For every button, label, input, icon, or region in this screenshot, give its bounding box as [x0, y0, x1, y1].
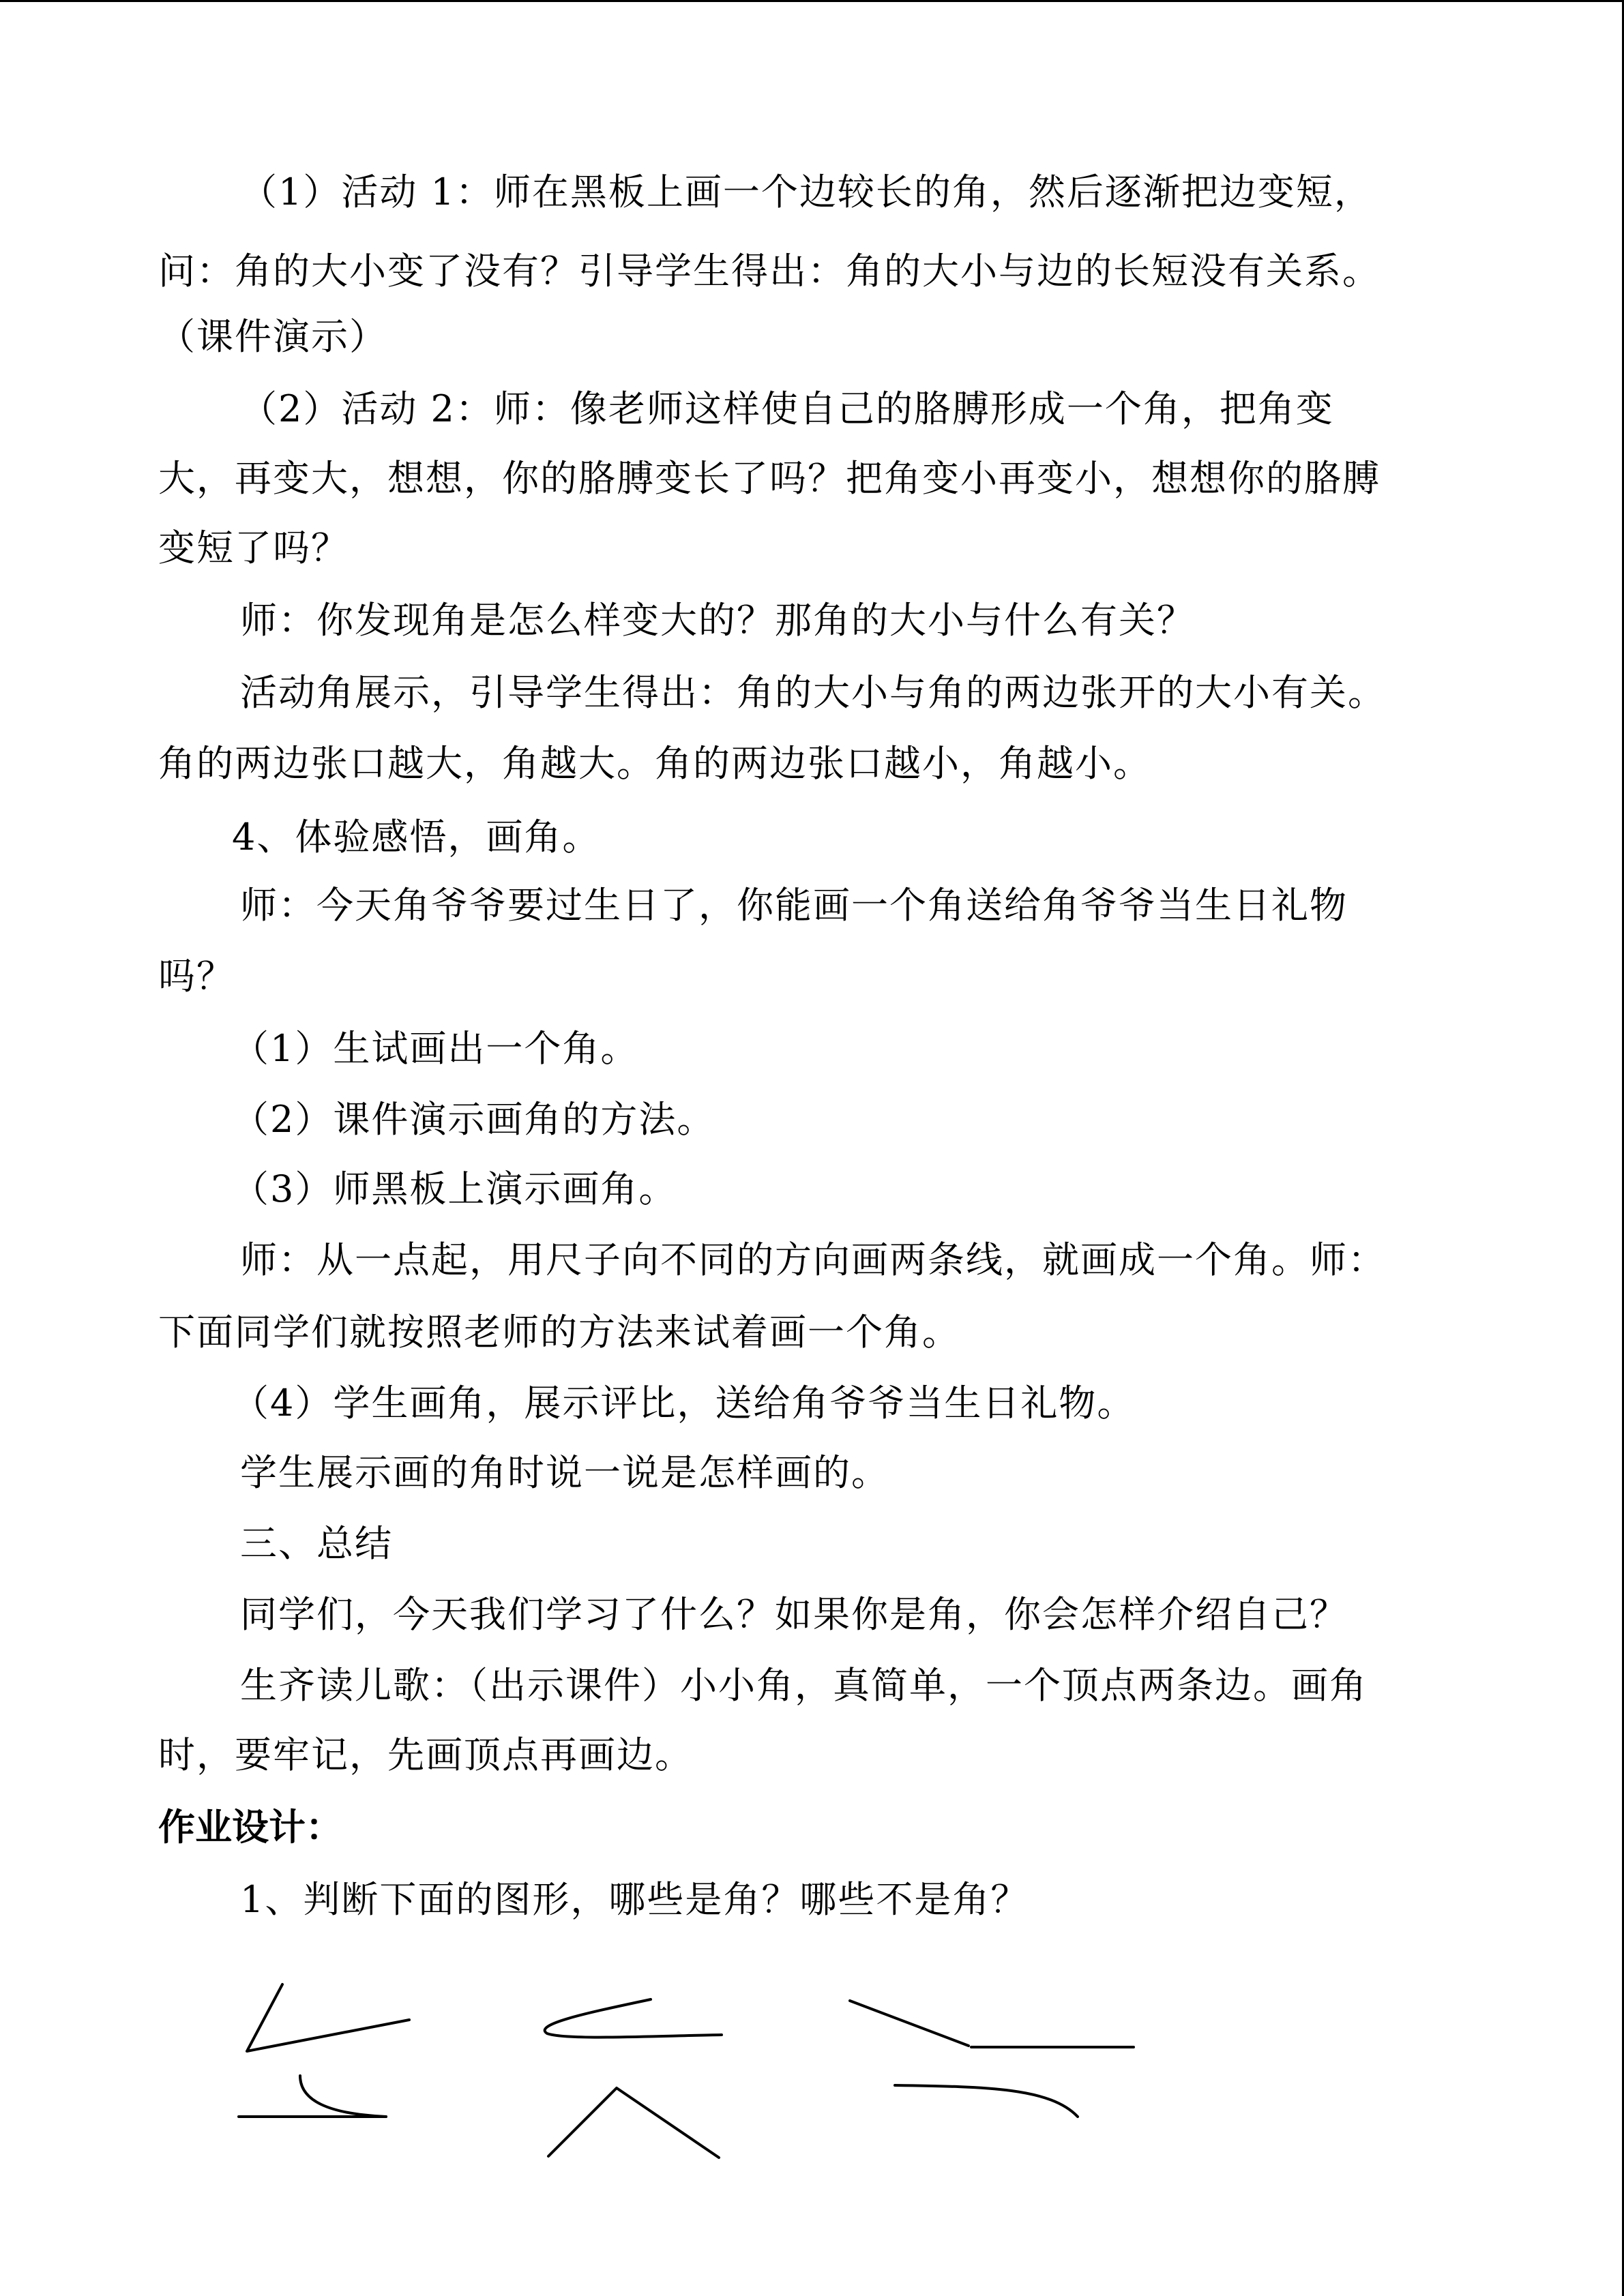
- figure-curve-6: [895, 2085, 1078, 2117]
- section-heading: 三、总结: [240, 1522, 393, 1565]
- homework-heading: 作业设计：: [158, 1806, 342, 1849]
- paragraph-line: （4）学生画角，展示评比，送给角爷爷当生日礼物。: [232, 1382, 1136, 1425]
- paragraph-line: （2）课件演示画角的方法。: [232, 1098, 715, 1141]
- figure-curve-4b: [300, 2076, 386, 2117]
- paragraph-line: 下面同学们就按照老师的方法来试着画一个角。: [158, 1311, 960, 1354]
- paragraph-line: 同学们，今天我们学习了什么？如果你是角，你会怎样介绍自己？: [240, 1593, 1348, 1636]
- paragraph-line: 4、体验感悟，画角。: [232, 816, 601, 859]
- paragraph-line: （课件演示）: [158, 315, 387, 358]
- paragraph-line: （1）生试画出一个角。: [232, 1027, 639, 1070]
- paragraph-line: 生齐读儿歌：（出示课件）小小角，真简单，一个顶点两条边。画角: [240, 1664, 1368, 1707]
- figure-angle-5: [548, 2088, 719, 2158]
- paragraph-line: 师：你发现角是怎么样变大的？那角的大小与什么有关？: [240, 599, 1195, 642]
- paragraph-line: （2）活动 2：师：像老师这样使自己的胳膊形成一个角，把角变: [240, 387, 1334, 430]
- paragraph-line: （1）活动 1：师在黑板上画一个边较长的角，然后逐渐把边变短，: [240, 170, 1372, 213]
- paragraph-line: 大，再变大，想想，你的胳膊变长了吗？把角变小再变小，想想你的胳膊: [158, 457, 1381, 500]
- paragraph-line: 问：角的大小变了没有？引导学生得出：角的大小与边的长短没有关系。: [158, 250, 1381, 293]
- figure-curved-angle-2: [545, 1999, 722, 2038]
- paragraph-line: 角的两边张口越大，角越大。角的两边张口越小，角越小。: [158, 742, 1151, 785]
- paragraph-line: 时，要牢记，先画顶点再画边。: [158, 1733, 693, 1776]
- paragraph-line: 师：今天角爷爷要过生日了，你能画一个角送给角爷爷当生日礼物: [240, 884, 1348, 927]
- paragraph-line: 学生展示画的角时说一说是怎样画的。: [240, 1451, 889, 1494]
- figure-bent-line-3: [850, 2001, 969, 2046]
- paragraph-line: 吗？: [158, 955, 235, 998]
- paragraph-line: 活动角展示，引导学生得出：角的大小与角的两边张开的大小有关。: [240, 671, 1386, 714]
- paragraph-line: 变短了吗？: [158, 526, 349, 569]
- paragraph-line: （3）师黑板上演示画角。: [232, 1167, 677, 1210]
- figure-angle-1: [247, 1984, 409, 2051]
- homework-question: 1、判断下面的图形，哪些是角？哪些不是角？: [240, 1878, 1029, 1921]
- paragraph-line: 师：从一点起，用尺子向不同的方向画两条线，就画成一个角。师：: [240, 1238, 1386, 1281]
